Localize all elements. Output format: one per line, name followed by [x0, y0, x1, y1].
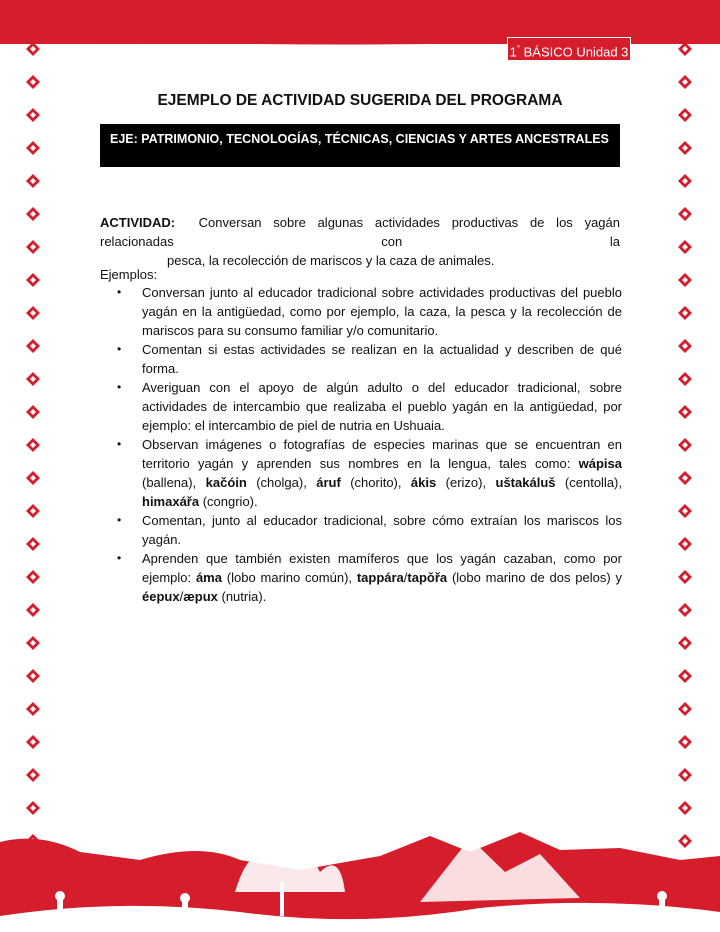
diamond-ornament-icon [678, 471, 692, 485]
diamond-ornament-icon [678, 273, 692, 287]
diamond-ornament-icon [678, 768, 692, 782]
text-run: Observan imágenes o fotografías de especies marinas que se encuentran en territorio yagán y aprenden sus nombres en la lengua, tales como: [142, 437, 622, 471]
list-item [100, 549, 622, 606]
diamond-ornament-icon [678, 636, 692, 650]
bullet-icon: • [117, 437, 122, 451]
diamond-ornament-icon [26, 207, 40, 221]
bullet-icon: • [117, 551, 122, 565]
list-item [100, 283, 622, 340]
list-item [100, 511, 622, 549]
text-run: (chorito), [340, 475, 411, 490]
bullet-icon: • [117, 342, 122, 356]
text-run: (lobo marino de dos pelos) y [447, 570, 622, 585]
list-item [100, 340, 622, 378]
text-run: (nutria). [217, 589, 267, 604]
diamond-ornament-icon [678, 537, 692, 551]
diamond-ornament-icon [678, 438, 692, 452]
text-run: (erizo), [436, 475, 496, 490]
diamond-ornament-icon [678, 240, 692, 254]
diamond-ornament-icon [678, 207, 692, 221]
diamond-ornament-icon [26, 174, 40, 188]
diamond-ornament-icon [678, 174, 692, 188]
actividad-text-1: Conversan sobre algunas actividades productivas de los yagán relacionadas con la [100, 215, 620, 249]
diamond-ornament-icon [26, 75, 40, 89]
diamond-ornament-icon [26, 438, 40, 452]
diamond-ornament-icon [26, 570, 40, 584]
yagan-word: ákis [410, 475, 437, 490]
diamond-ornament-icon [678, 372, 692, 386]
page-title: EJEMPLO DE ACTIVIDAD SUGERIDA DEL PROGRAMA [157, 92, 563, 109]
ejemplos-label: Ejemplos: [100, 267, 158, 282]
list-item-text [142, 437, 622, 509]
diamond-ornament-icon [678, 570, 692, 584]
diamond-ornament-icon [678, 42, 692, 56]
yagan-word: himaxářa [142, 494, 200, 509]
diamond-ornament-icon [26, 603, 40, 617]
list-item-text [142, 551, 622, 604]
yagan-word: kačóin [205, 475, 247, 490]
diamond-ornament-icon [678, 141, 692, 155]
badge-level: 1 [509, 44, 517, 60]
yagan-word: éepux [142, 589, 180, 604]
diamond-ornament-icon [26, 240, 40, 254]
diamond-ornament-icon [26, 42, 40, 56]
badge-unit: BÁSICO Unidad 3 [520, 44, 629, 60]
text-run: (centolla), [555, 475, 622, 490]
diamond-ornament-icon [678, 75, 692, 89]
diamond-ornament-icon [26, 768, 40, 782]
diamond-ornament-icon [26, 537, 40, 551]
diamond-ornament-icon [678, 702, 692, 716]
yagan-word: wápisa [578, 456, 622, 471]
examples-list [100, 283, 622, 606]
actividad-block [100, 213, 620, 270]
diamond-ornament-icon [678, 603, 692, 617]
diamond-ornament-icon [26, 339, 40, 353]
diamond-ornament-icon [26, 306, 40, 320]
grade-unit-badge [507, 37, 631, 61]
diamond-ornament-icon [26, 273, 40, 287]
list-item [100, 435, 622, 511]
list-item-text: Conversan junto al educador tradicional sobre actividades productivas del pueblo yagán en la antigüedad, como por ejemplo, la caza, la pesca y la recolección de mariscos para su consumo familiar y/o comunitario. [142, 285, 622, 338]
eje-heading: EJE: PATRIMONIO, TECNOLOGÍAS, TÉCNICAS, CIENCIAS Y ARTES ANCESTRALES [110, 132, 609, 146]
actividad-line-2: pesca, la recolección de mariscos y la caza de animales. [167, 253, 495, 268]
diamond-ornament-icon [678, 405, 692, 419]
diamond-ornament-icon [26, 108, 40, 122]
eje-heading-box [100, 124, 620, 167]
yagan-word: tapǒřa [407, 570, 448, 585]
yagan-word: uštakáluš [495, 475, 556, 490]
diamond-ornament-icon [26, 141, 40, 155]
text-run: / [179, 589, 184, 604]
text-run: (lobo marino común), [221, 570, 357, 585]
bullet-icon: • [117, 380, 122, 394]
text-run: / [403, 570, 408, 585]
bullet-icon: • [117, 285, 122, 299]
right-diamond-border [676, 40, 696, 880]
diamond-ornament-icon [26, 735, 40, 749]
text-run: (ballena), [142, 475, 206, 490]
footer-landscape-illustration [0, 812, 720, 932]
text-run: (congrio). [199, 494, 258, 509]
list-item-text: Comentan si estas actividades se realizan en la actualidad y describen de qué forma. [142, 342, 622, 376]
diamond-ornament-icon [26, 471, 40, 485]
actividad-label: ACTIVIDAD: [100, 215, 176, 230]
diamond-ornament-icon [678, 339, 692, 353]
yagan-word: áruf [316, 475, 341, 490]
bullet-icon: • [117, 513, 122, 527]
diamond-ornament-icon [678, 504, 692, 518]
text-run: Aprenden que también existen mamíferos que los yagán cazaban, como por ejemplo: [142, 551, 622, 585]
left-diamond-border [24, 40, 44, 880]
diamond-ornament-icon [26, 372, 40, 386]
diamond-ornament-icon [678, 108, 692, 122]
diamond-ornament-icon [678, 669, 692, 683]
list-item-text: Comentan, junto al educador tradicional, sobre cómo extraían los mariscos los yagán. [142, 513, 622, 547]
diamond-ornament-icon [678, 306, 692, 320]
yagan-word: áma [195, 570, 222, 585]
actividad-line-1 [100, 213, 620, 251]
list-item [100, 378, 622, 435]
badge-ordinal: ° [516, 44, 521, 53]
yagan-word: æpux [183, 589, 218, 604]
yagan-word: tappára [356, 570, 404, 585]
diamond-ornament-icon [678, 735, 692, 749]
diamond-ornament-icon [26, 636, 40, 650]
diamond-ornament-icon [26, 669, 40, 683]
text-run: (cholga), [246, 475, 317, 490]
list-item-text: Averiguan con el apoyo de algún adulto o del educador tradicional, sobre actividades de intercambio que realizaba el pueblo yagán en la antigüedad, por ejemplo: el intercambio de piel de nutria en Ushuaia. [142, 380, 622, 433]
diamond-ornament-icon [26, 504, 40, 518]
diamond-ornament-icon [26, 405, 40, 419]
diamond-ornament-icon [26, 702, 40, 716]
